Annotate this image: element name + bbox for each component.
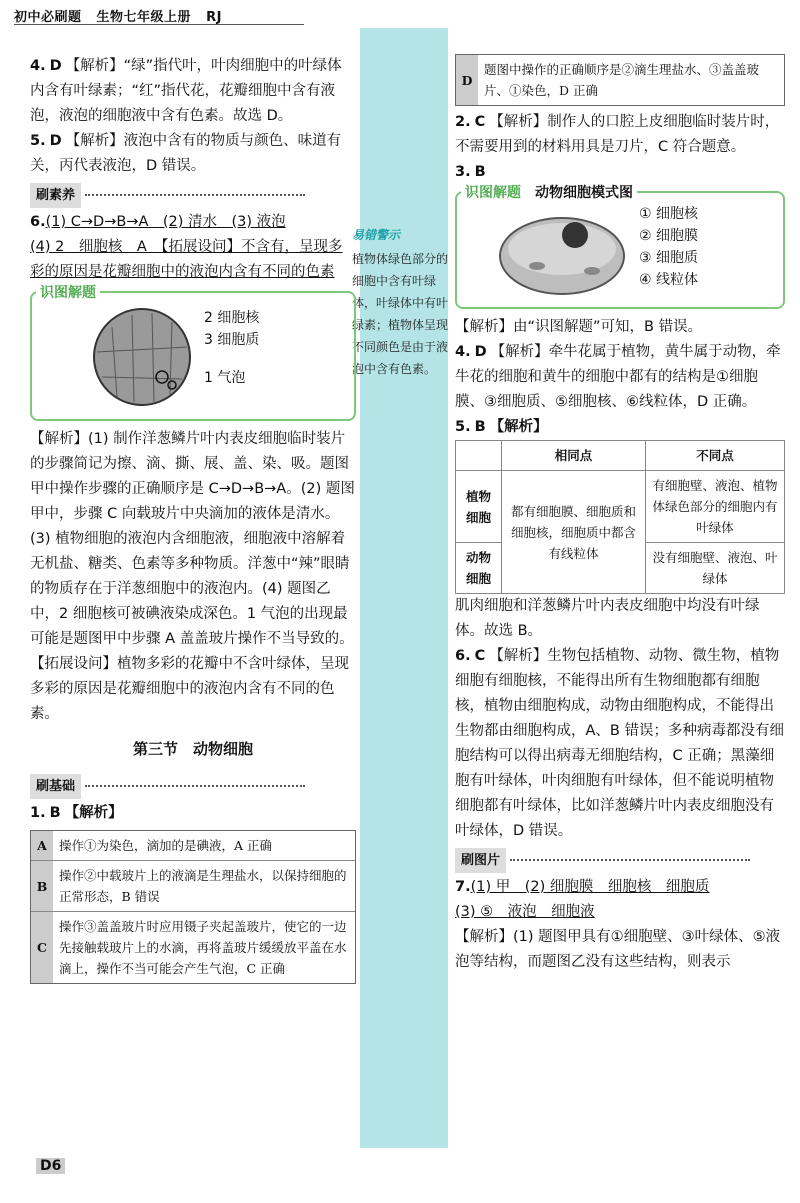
question-number: 7. [455,879,471,895]
question-4 [455,340,785,415]
figure-title: 识图解题 [36,281,100,306]
option-key: C [31,912,53,983]
option-box [455,54,785,106]
option-text: 操作①为染色，滴加的是碘液，A 正确 [59,838,273,853]
question-6 [30,210,356,235]
table-cell: 有细胞壁、液泡、植物体绿色部分的细胞内有叶绿体 [645,471,784,543]
answer-letter: D [474,344,487,360]
option-text: 操作②中载玻片上的液滴是生理盐水，以保持细胞的正常形态，B 错误 [59,868,347,904]
figure-label: 1 气泡 [204,370,246,386]
section-label: 刷基础 [30,774,81,799]
question-number: 4. [30,58,46,74]
comparison-table [455,440,785,594]
analysis-text: 【解析】由“识图解题”可知，B 错误。 [455,319,703,335]
question-number: 5. [455,419,471,435]
question-1 [30,801,356,826]
answer-letter: B [474,419,486,435]
analysis-text: 【解析】(1) 制作洋葱鳞片叶内表皮细胞临时装片的步骤简记为擦、滴、撕、展、盖、染、吸。题图甲中操作步骤的正确顺序是 C→D→B→A。(2) 题图甲中，步骤 C 向载玻片中央滴加的液体是清水。(3) 植物细胞的液泡内含细胞液，细胞液中溶解着无机盐、糖类、色素等多种物质。洋葱中“辣”眼睛的物质存在于洋葱细胞中的液泡内。(4) 题图乙中，2 细胞核可被碘液染成深色。1 气泡的出现最可能是题图甲中步骤 A 盖盖玻片操作不当导致的。 [30,431,355,647]
analysis-text: 【解析】生物包括植物、动物、微生物，植物细胞有细胞核，不能得出所有生物细胞都有细胞核，植物由细胞构成，动物由细胞构成，不能得出生物都由细胞构成，A、B 错误；多种病毒都没有细胞结构可以得出病毒无细胞结构，C 正确；黑藻细胞有叶绿体，叶肉细胞有叶绿体，但不能说明植物细胞都有叶绿体，比如洋葱鳞片叶内表皮细胞没有叶绿体，D 错误。 [455,648,784,839]
section-header [455,844,785,875]
table-corner [456,441,502,471]
tip-text: 植物体绿色部分的细胞中含有叶绿体，叶绿体中有叶绿素；植物体呈现不同颜色是由于液泡中含有色素。 [352,252,449,376]
option-text: 操作③盖盖玻片时应用镊子夹起盖玻片，使它的一边先接触载玻片上的水滴，再将盖玻片缓缓放平盖在水滴上，操作不当可能会产生气泡，C 正确 [59,919,347,976]
section-label: 刷素养 [30,183,81,208]
answer-letter: C [474,648,486,664]
right-column [455,54,785,975]
option-box [30,830,356,984]
answer-line: (3) ⑤ 液泡 细胞液 [455,904,595,920]
figure-label: ② 细胞膜 [639,228,699,244]
row-header: 植物细胞 [456,471,502,543]
figure-label: ① 细胞核 [639,206,699,222]
analysis-text: 【解析】(1) 题图甲具有①细胞壁、③叶绿体、⑤液泡等结构，而题图乙没有这些结构，则表示 [455,929,781,970]
analysis-text: 【解析】液泡中含有的物质与颜色、味道有关，丙代表液泡，D 错误。 [30,133,342,174]
answer-letter: C [474,114,486,130]
chapter-title: 第三节 动物细胞 [132,740,253,758]
option-row [31,831,355,860]
table-header-row [456,441,785,471]
animal-cell-diagram [497,211,627,301]
tip-panel [352,224,448,380]
question-4 [30,54,356,129]
subject-title: 生物七年级上册 [96,10,192,25]
question-6 [455,644,785,844]
option-key: A [31,831,53,860]
figure-title-text: 识图解题 [465,185,521,201]
answer-line: (1) 甲 (2) 细胞膜 细胞核 细胞质 [470,879,710,895]
edition-label: RJ [206,10,222,25]
question-5 [455,415,785,440]
question-number: 2. [455,114,471,130]
question-number: 6. [30,214,46,230]
table-cell: 没有细胞壁、液泡、叶绿体 [645,543,784,594]
page-header [14,6,232,25]
question-number: 1. [30,805,46,821]
question-5 [30,129,356,179]
section-label: 刷图片 [455,848,506,873]
answer-line: (1) C→D→B→A (2) 清水 (3) 液泡 [45,214,286,230]
figure-label: 2 细胞核 [204,310,260,326]
question-2 [455,110,785,160]
header-rule [14,24,304,25]
question-7 [455,875,785,900]
analysis-text: 肌肉细胞和洋葱鳞片叶内表皮细胞中均没有叶绿体。故选 B。 [455,598,760,639]
answer-letter: B [49,805,61,821]
table-row [456,471,785,543]
answer-line: (4) 2 细胞核 A 【拓展设问】不含有，呈现多彩的原因是花瓣细胞中的液泡内含有不同的色素 [30,239,343,280]
row-header: 动物细胞 [456,543,502,594]
analysis-tag: 【解析】 [64,805,123,821]
option-key: B [31,861,53,911]
figure-subtitle: 动物细胞模式图 [535,185,633,201]
option-text: 题图中操作的正确顺序是②滴生理盐水、③盖盖玻片、①染色，D 正确 [484,62,760,98]
figure-label: ④ 线粒体 [639,272,699,288]
figure-box [455,185,785,309]
figure-title [461,181,637,206]
answer-letter: D [49,58,62,74]
option-row [456,55,784,105]
table-header: 相同点 [502,441,646,471]
onion-cell-micrograph [92,307,192,407]
dotted-rule [85,785,305,787]
figure-label: ③ 细胞质 [639,250,699,266]
option-row [31,860,355,911]
question-number: 3. [455,164,471,180]
figure-label: 3 细胞质 [204,332,260,348]
section-header [30,179,356,210]
left-column [30,54,356,988]
page-number: D6 [36,1158,65,1174]
analysis-text: 【解析】“绿”指代叶，叶肉细胞中的叶绿体内含有叶绿素；“红”指代花，花瓣细胞中含有液泡，液泡的细胞液中含有色素。故选 D。 [30,58,342,124]
section-header [30,770,356,801]
book-title: 初中必刷题 [14,10,82,25]
analysis-text: 【解析】牵牛花属于植物，黄牛属于动物，牵牛花的细胞和黄牛的细胞中都有的结构是①细胞膜、③细胞质、⑤细胞核、⑥线粒体，D 正确。 [455,344,781,410]
tip-title: 易错警示 [352,228,401,242]
answer-letter: D [49,133,62,149]
option-row [31,911,355,983]
analysis-text: 【解析】制作人的口腔上皮细胞临时装片时，不需要用到的材料用具是刀片，C 符合题意。 [455,114,780,155]
figure-box [30,285,356,421]
question-number: 4. [455,344,471,360]
tip-column-band [360,28,448,1148]
table-cell: 都有细胞膜、细胞质和细胞核，细胞质中都含有线粒体 [502,471,646,594]
extension-text: 【拓展设问】植物多彩的花瓣中不含叶绿体，呈现多彩的原因是花瓣细胞中的液泡内含有不同的色素。 [30,656,349,722]
table-header: 不同点 [645,441,784,471]
question-number: 5. [30,133,46,149]
analysis-tag: 【解析】 [489,419,548,435]
option-key: D [456,55,478,105]
answer-letter: B [474,164,486,180]
dotted-rule [85,194,305,196]
question-number: 6. [455,648,471,664]
dotted-rule [510,859,750,861]
